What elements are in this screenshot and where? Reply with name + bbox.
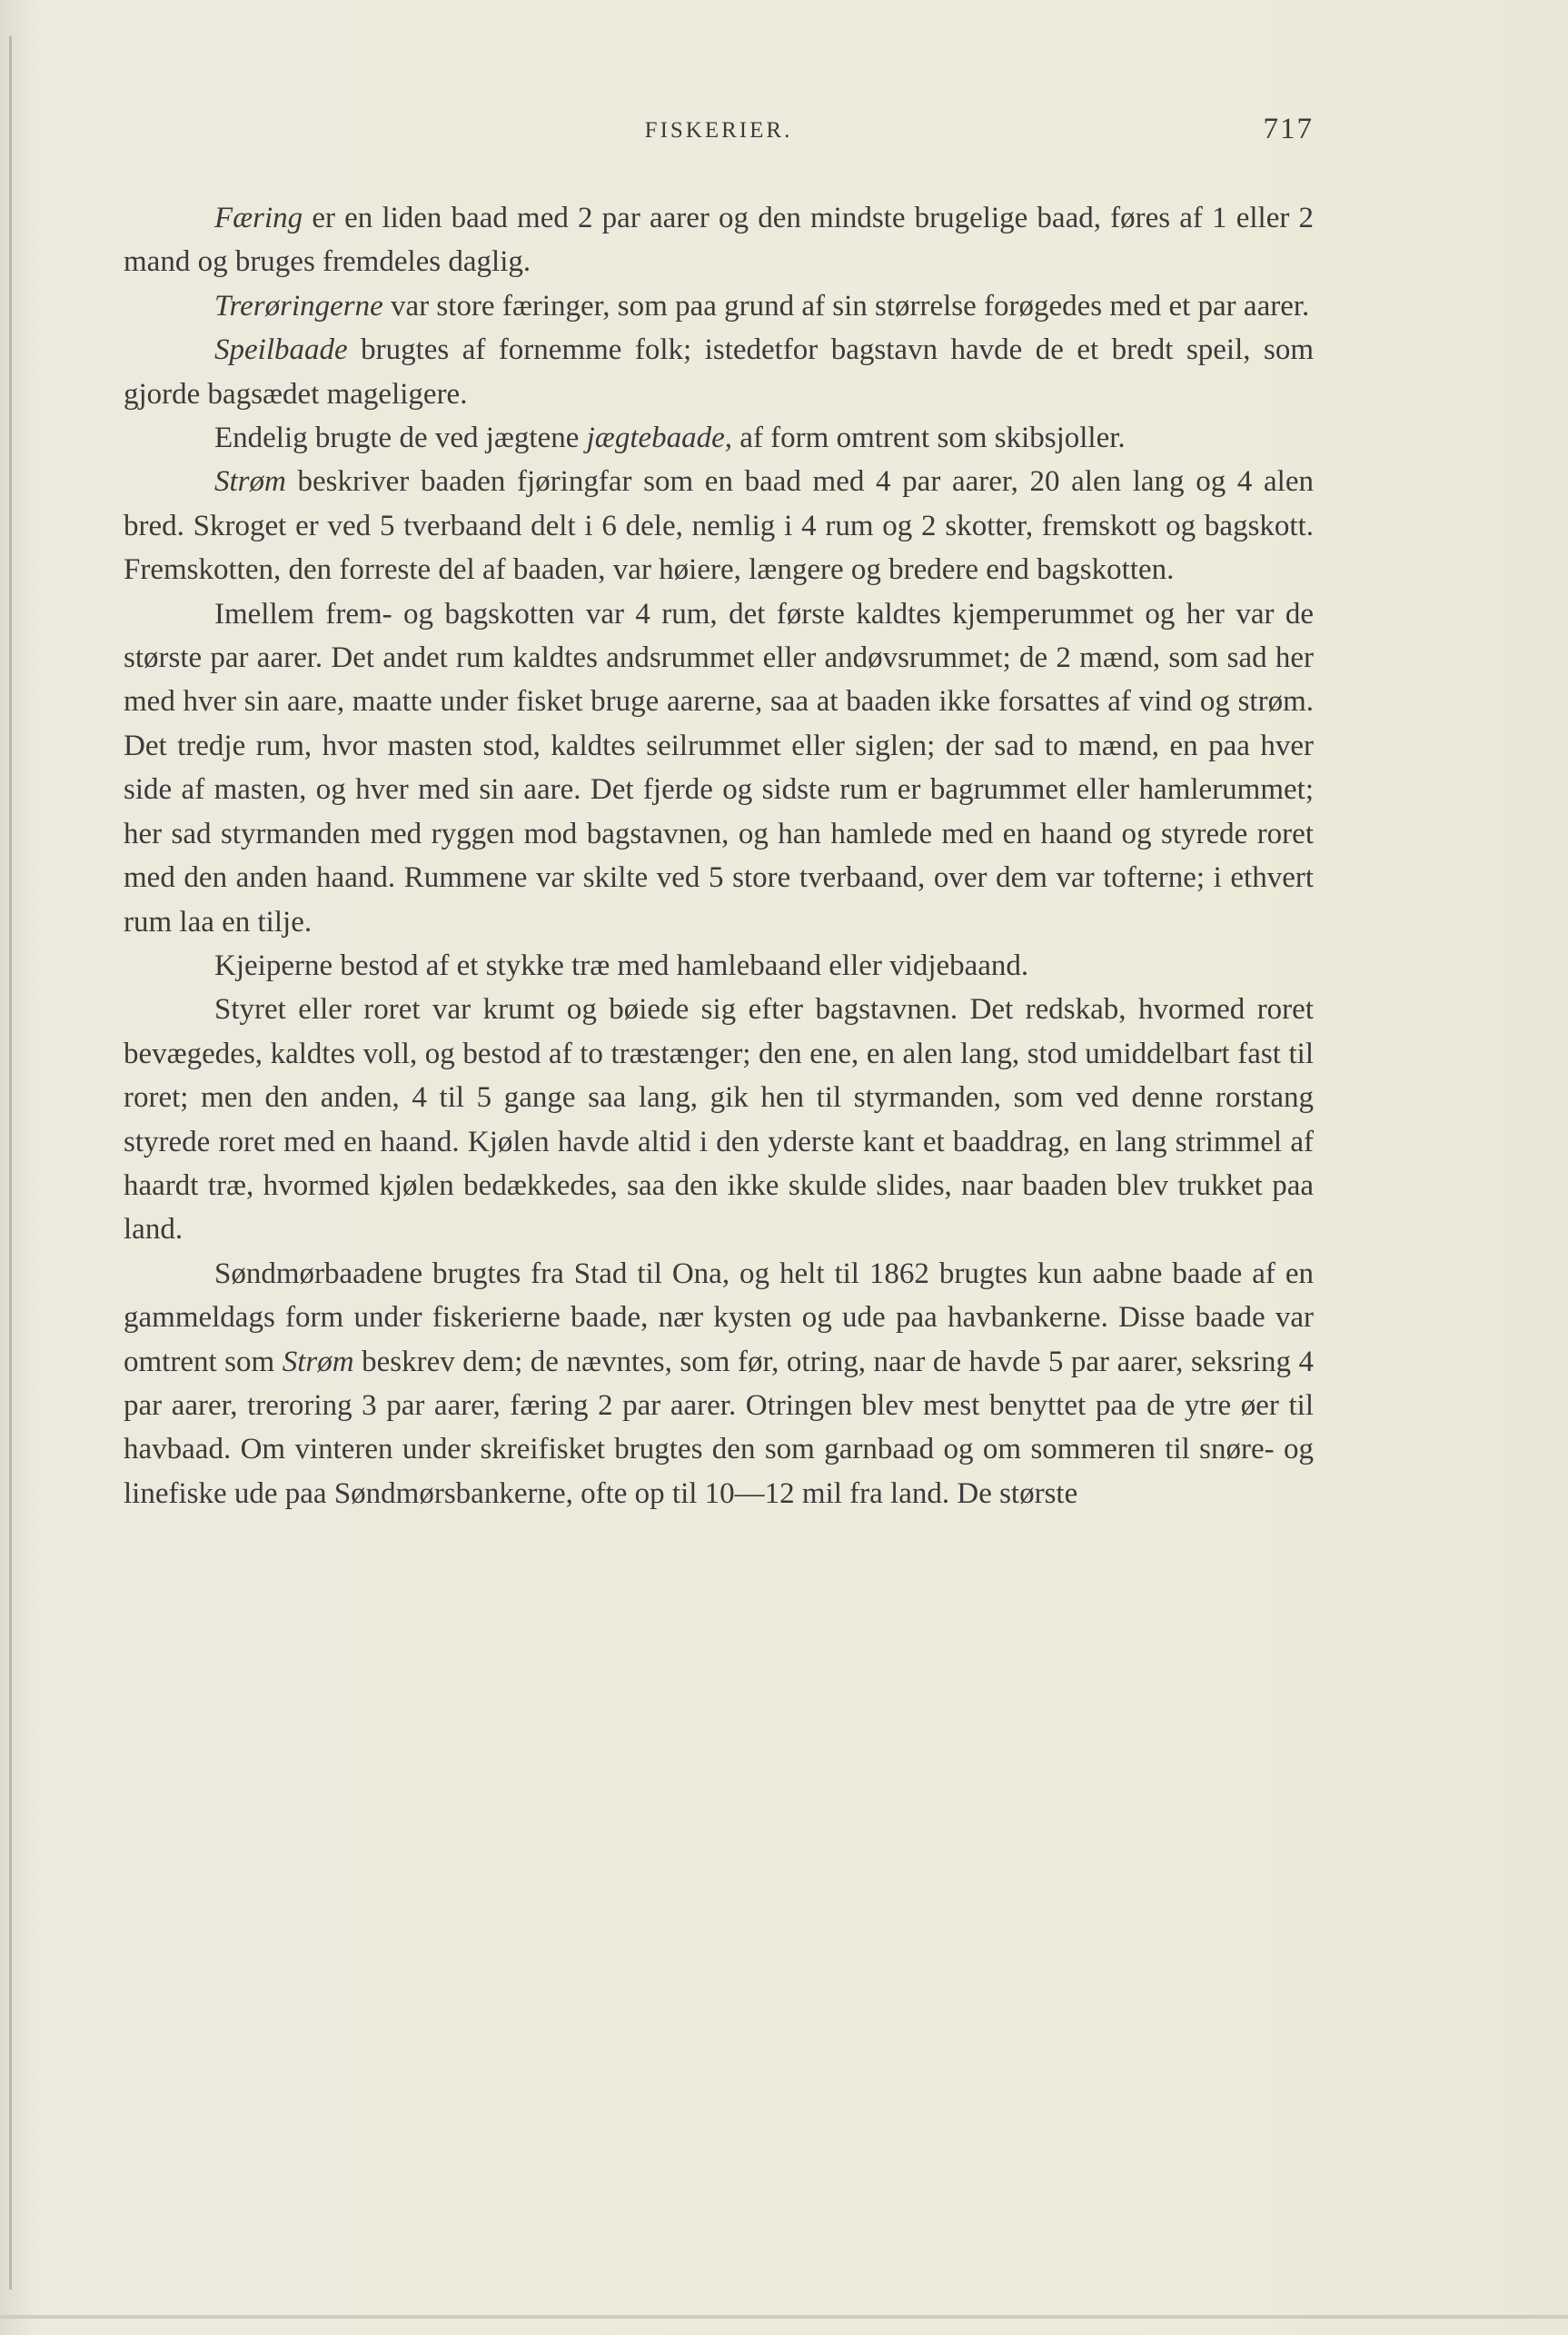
body-text [124, 196, 1314, 1515]
text-segment: Endelig brugte de ved jægtene [214, 422, 587, 455]
bottom-edge [0, 2315, 1568, 2319]
italic-text: Strøm [214, 465, 286, 499]
paragraph [124, 328, 1314, 416]
binding-edge [9, 36, 12, 2290]
page-number: 717 [1263, 113, 1314, 145]
text-segment: beskrev dem; de nævntes, som før, otring, naar de havde 5 par aarer, seksring 4 par aarer, treroring 3 par aarer, færing 2 par aarer. Otringen blev mest benyttet paa de ytre øer til havbaad. Om vinteren under skreifisket brugtes den som garnbaad og om sommeren til snøre- og linefiske ude paa Søndmørsbankerne, ofte op til 10—12 mil fra land. De største [124, 1345, 1314, 1510]
text-segment: Imellem frem- og bagskotten var 4 rum, det første kaldtes kjemperummet og her var de største par aarer. Det andet rum kaldtes andsrummet eller andøvsrummet; de 2 mænd, som sad her med hver sin aare, maatte under fisket bruge aarerne, saa at baaden ikke forsattes af vind og strøm. Det tredje rum, hvor masten stod, kaldtes seilrummet eller siglen; der sad to mænd, en paa hver side af masten, og hver med sin aare. Det fjerde og sidste rum er bagrummet eller hamlerummet; her sad styrmanden med ryggen mod bagstavnen, og han hamlede med en haand og styrede roret med den anden haand. Rummene var skilte ved 5 store tverbaand, over dem var tofterne; i ethvert rum laa en tilje. [124, 597, 1314, 939]
italic-text: Strøm [282, 1345, 354, 1378]
italic-text: Speilbaade [214, 333, 348, 367]
italic-text: Trerøringerne [214, 289, 383, 323]
text-segment: brugtes af fornemme folk; istedetfor bagstavn havde de et bredt speil, som gjorde bagsædet mageligere. [124, 333, 1314, 411]
text-segment: er en liden baad med 2 par aarer og den mindste brugelige baad, føres af 1 eller 2 mand og bruges fremdeles daglig. [124, 202, 1314, 279]
italic-text: jægtebaade, [586, 422, 733, 455]
text-segment: Søndmørbaadene brugtes fra Stad til Ona, og helt til 1862 brugtes kun aabne baade af en gammeldags form under fiskerierne baade, nær kysten og ude paa havbankerne. Disse baade var omtrent som [124, 1257, 1314, 1378]
text-segment: Styret eller roret var krumt og bøiede sig efter bagstavnen. Det redskab, hvormed roret bevægedes, kaldtes voll, og bestod af to træstænger; den ene, en alen lang, stod umiddelbart fast til roret; men den anden, 4 til 5 gange saa lang, gik hen til styrmanden, som ved denne rorstang styrede roret med en haand. Kjølen havde altid i den yderste kant et baaddrag, en lang strimmel af haardt træ, hvormed kjølen bedækkedes, saa den ikke skulde slides, naar baaden blev trukket paa land. [124, 993, 1314, 1247]
paragraph [124, 284, 1314, 328]
paragraph [124, 416, 1314, 460]
running-head: FISKERIER. [644, 118, 793, 143]
text-segment: af form omtrent som skibsjoller. [732, 422, 1126, 455]
page-header [124, 113, 1314, 149]
paragraph [124, 196, 1314, 284]
italic-text: Færing [214, 202, 303, 234]
text-segment: beskriver baaden fjøringfar som en baad med 4 par aarer, 20 alen lang og 4 alen bred. Skroget er ved 5 tverbaand delt i 6 dele, nemlig i 4 rum og 2 skotter, fremskott og bagskott. Fremskotten, den forreste del af baaden, var høiere, længere og bredere end bagskotten. [124, 465, 1314, 587]
paragraph [124, 460, 1314, 591]
paragraph [124, 988, 1314, 1251]
paragraph [124, 592, 1314, 944]
paragraph [124, 944, 1314, 988]
text-segment: var store færinger, som paa grund af sin størrelse forøgedes med et par aarer. [382, 289, 1310, 323]
text-segment: Kjeiperne bestod af et stykke træ med hamlebaand eller vidjebaand. [214, 949, 1029, 982]
paragraph [124, 1252, 1314, 1515]
